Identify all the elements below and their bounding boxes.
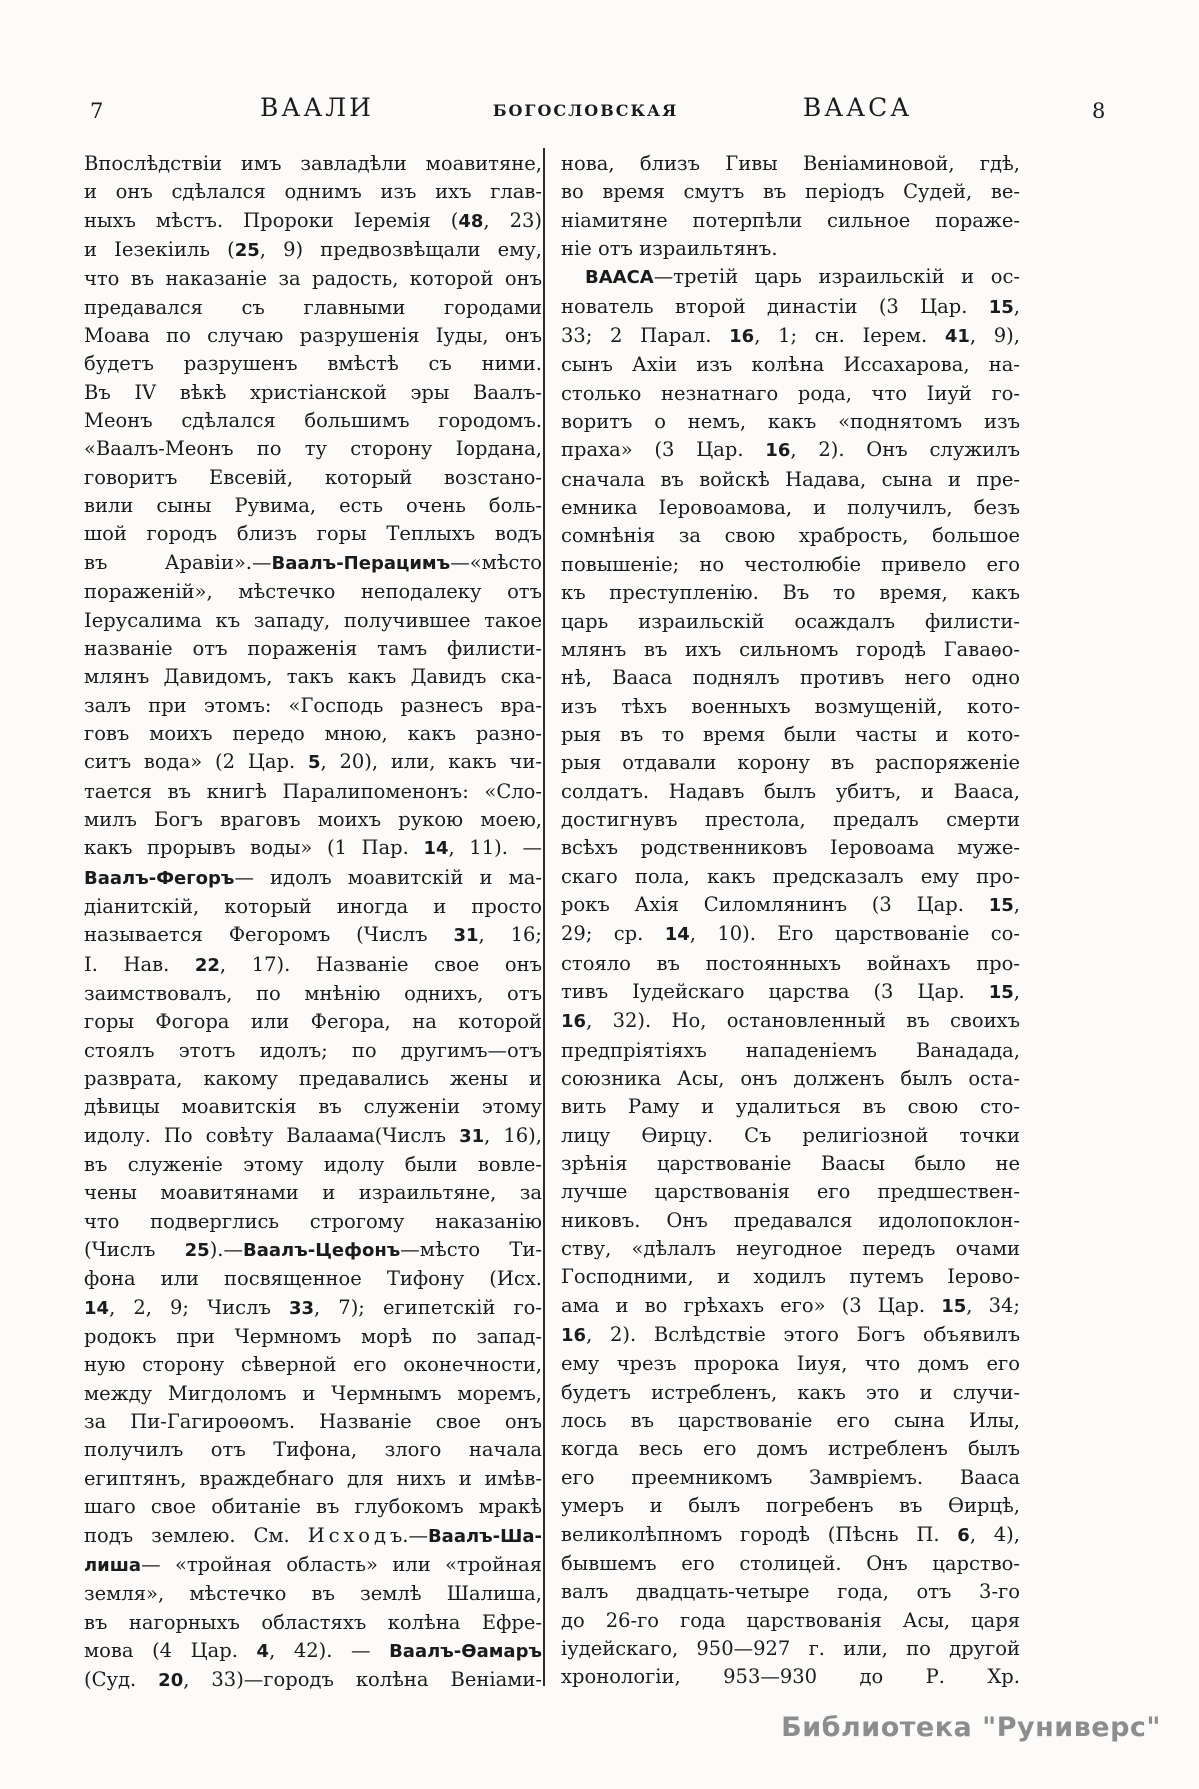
text-line (561, 235, 1020, 263)
text-line (561, 1521, 1020, 1550)
text-segment: «Ваалъ-Меонъ по ту сторону Іордана, (84, 437, 542, 461)
text-line (561, 863, 1020, 891)
text-segment: воритъ о немъ, какъ «поднятомъ изъ (561, 410, 1020, 434)
text-line (84, 1351, 542, 1379)
text-line (84, 350, 542, 378)
text-line (84, 778, 542, 806)
text-segment: къ преступленію. Въ то время, какъ (561, 581, 1020, 605)
text-segment: никовъ. Онъ предавался идолопоклон- (561, 1208, 1020, 1232)
text-line (561, 1550, 1020, 1578)
text-line (561, 1635, 1020, 1663)
text-segment: лицу Ѳирцу. Съ религіозной точки (561, 1123, 1020, 1147)
text-segment: земля», мѣстечко въ землѣ Шалиша, (84, 1582, 542, 1606)
text-line (84, 1580, 542, 1608)
text-segment: —мѣсто Ти- (400, 1238, 542, 1262)
text-line (561, 551, 1020, 579)
text-segment: подъ землею. См. И с х о д ъ.— (84, 1523, 428, 1547)
text-segment: его преемникомъ Замвріемъ. Вааса (561, 1465, 1020, 1489)
text-segment: , (1013, 892, 1020, 916)
text-segment: умеръ и былъ погребенъ въ Ѳирцѣ, (561, 1494, 1020, 1518)
text-segment: ).— (209, 1238, 243, 1262)
bold-text-segment: 15 (941, 1295, 967, 1317)
text-segment: Моава по случаю разрушенія Іуды, онъ (84, 324, 542, 348)
text-segment: называется Фегоромъ (Числъ (84, 923, 454, 947)
text-segment: , 2). Вслѣдствіе этого Богъ объявилъ (586, 1323, 1020, 1347)
text-line (561, 1350, 1020, 1378)
text-segment: , 20), или, какъ чи- (320, 750, 542, 774)
text-line (561, 436, 1020, 465)
text-segment: солдатъ. Надавъ былъ убитъ, и Вааса, (561, 779, 1020, 803)
text-line (561, 1065, 1020, 1093)
text-segment: идолу. По совѣту Валаама(Числъ (84, 1123, 460, 1147)
text-line (561, 721, 1020, 749)
bold-text-segment: 41 (944, 326, 970, 348)
text-segment: стоялъ этотъ идолъ; по другимъ—отъ (84, 1038, 542, 1062)
text-line (84, 864, 542, 893)
text-line (84, 951, 542, 980)
text-segment: діанитскій, который иногда и просто (84, 894, 542, 918)
text-segment: —«мѣсто (450, 550, 542, 574)
bold-text-segment: 16 (765, 440, 791, 462)
text-line (84, 1408, 542, 1436)
bold-text-segment: ВААСА (585, 267, 654, 289)
bold-text-segment: 16 (561, 1325, 587, 1347)
text-segment: валъ двадцать-четыре года, отъ 3-го (561, 1580, 1020, 1604)
text-line (84, 1265, 542, 1293)
text-segment: сынъ Ахіи изъ колѣна Иссахарова, на- (561, 353, 1020, 377)
running-title-center: БОГОСЛОВСКАЯ (492, 101, 679, 120)
text-segment: рыя отдавали корону въ распоряженіе (561, 751, 1020, 775)
text-line (561, 1122, 1020, 1150)
text-segment: Господними, и ходилъ путемъ Іерово- (561, 1265, 1020, 1289)
text-segment: (Числъ (84, 1238, 185, 1262)
right-text-column (561, 150, 1020, 1692)
text-line (84, 1008, 542, 1036)
text-line (84, 1609, 542, 1637)
text-segment: ству, «дѣлалъ неугодное передъ очами (561, 1237, 1020, 1261)
text-segment: іудейскаго, 950—927 г. или, по другой (561, 1636, 1020, 1660)
text-segment: ніе отъ израильтянъ. (561, 237, 778, 261)
text-line (561, 1407, 1020, 1435)
text-line (561, 351, 1020, 379)
text-line (84, 663, 542, 691)
text-segment: , 16), (484, 1123, 542, 1147)
text-segment: ему чрезъ пророка Іиуя, что домъ его (561, 1352, 1020, 1376)
text-segment: родокъ при Чермномъ морѣ по запад- (84, 1325, 542, 1349)
text-segment: тивъ Іудейскаго царства (3 Цар. (561, 979, 989, 1003)
text-line (84, 1236, 542, 1265)
text-line (561, 1037, 1020, 1065)
text-segment: , 23) (483, 208, 542, 232)
text-line (561, 636, 1020, 664)
text-segment: чены моавитянами и израильтяне, за (84, 1181, 542, 1205)
text-line (561, 263, 1020, 292)
page-number-left: 7 (90, 99, 104, 123)
text-line (561, 1435, 1020, 1463)
text-line (561, 1292, 1020, 1321)
text-segment: емника Іеровоамова, и получилъ, безъ (561, 496, 1020, 520)
text-line (561, 778, 1020, 806)
text-segment: что подверглись строгому наказанію (84, 1209, 542, 1233)
bold-text-segment: 22 (194, 954, 220, 976)
text-segment: —третій царь израильскій и ос- (653, 265, 1020, 289)
bold-text-segment: Ваалъ-Ша- (427, 1525, 542, 1547)
text-line (84, 435, 542, 463)
text-line (84, 407, 542, 435)
text-line (561, 1321, 1020, 1350)
text-segment: разврата, какому предавались жены и (84, 1067, 542, 1090)
text-segment: , 1; сн. Іерем. (754, 324, 945, 348)
text-line (561, 950, 1020, 978)
text-line (84, 379, 542, 407)
bold-text-segment: 15 (988, 894, 1014, 916)
text-segment: изъ тѣхъ военныхъ возмущеній, кото- (561, 694, 1020, 718)
text-line (84, 635, 542, 663)
bold-text-segment: 16 (561, 1011, 587, 1033)
text-line (84, 980, 542, 1008)
text-line (84, 692, 542, 720)
bold-text-segment: 31 (459, 1125, 485, 1147)
text-segment: рокъ Ахія Силомлянинъ (3 Цар. (561, 892, 989, 916)
text-segment: и онъ сдѣлался однимъ изъ ихъ глав- (84, 180, 542, 204)
text-segment: нователь второй династіи (3 Цар. (561, 294, 989, 318)
text-segment: предавался съ главными городами (84, 295, 542, 319)
text-segment: пораженій», мѣстечко неподалеку отъ (84, 580, 542, 604)
text-segment: млянъ Давидомъ, такъ какъ Давидъ ска- (84, 665, 542, 689)
text-segment: праха» (3 Цар. (561, 438, 766, 462)
text-segment: лось въ царствованіе его сына Илы, (561, 1409, 1020, 1433)
text-line (84, 607, 542, 635)
text-line (84, 806, 542, 834)
text-segment: за Пи-Гагироѳомъ. Названіе свое онъ (84, 1410, 542, 1434)
text-segment: будетъ истребленъ, какъ это и случи- (561, 1380, 1020, 1404)
text-segment: достигнувъ престола, предалъ смерти (561, 807, 1020, 831)
text-line (84, 1037, 542, 1065)
text-segment: дѣвицы моавитскія въ служеніи этому (84, 1095, 542, 1119)
text-segment: 33; 2 Парал. (561, 324, 730, 348)
text-segment: всѣхъ родственниковъ Іеровоама муже- (561, 836, 1020, 860)
text-line (84, 492, 542, 520)
text-segment: , 32). Но, остановленный въ своихъ (586, 1009, 1020, 1033)
bold-text-segment: 14 (423, 838, 449, 860)
text-line (84, 893, 542, 921)
text-line (84, 1666, 542, 1695)
text-line (84, 1436, 542, 1464)
text-segment: ную сторону сѣверной его оконечности, (84, 1353, 542, 1377)
bold-text-segment: 25 (234, 240, 260, 262)
text-segment: сначала въ войскѣ Надава, сына и пре- (561, 467, 1020, 491)
text-segment: сомнѣнія за свою храбрость, большое (561, 524, 1020, 548)
text-segment: египтянъ, враждебнаго для нихъ и имѣв- (84, 1466, 542, 1490)
text-line (84, 322, 542, 350)
text-line (561, 380, 1020, 408)
bold-text-segment: Ваалъ-Перацимъ (271, 552, 451, 574)
text-line (561, 1093, 1020, 1121)
text-line (84, 1151, 542, 1179)
text-segment: , 33)—городъ колѣна Веніами- (183, 1668, 542, 1692)
text-segment: милъ Богъ враговъ моихъ рукою моею, (84, 807, 542, 831)
bold-text-segment: 15 (988, 296, 1014, 318)
text-segment: хронологіи, 953—930 до Р. Хр. (561, 1665, 1020, 1689)
text-line (561, 322, 1020, 351)
text-segment: нова, близъ Гивы Веніаминовой, гдѣ, (561, 152, 1020, 175)
bold-text-segment: 4 (256, 1640, 270, 1662)
bold-text-segment: 14 (84, 1297, 110, 1319)
text-segment: будетъ разрушенъ вмѣстѣ съ ними. (84, 352, 542, 376)
text-segment: въ нагорныхъ областяхъ колѣна Ефре- (84, 1610, 542, 1634)
text-segment: І. Нав. (84, 952, 195, 976)
library-watermark: Библиотека "Руниверс" (781, 1712, 1161, 1743)
text-segment: во время смутъ въ періодъ Судей, ве- (561, 180, 1020, 204)
text-segment: союзника Асы, онъ долженъ былъ оста- (561, 1067, 1020, 1090)
text-line (84, 834, 542, 863)
text-segment: , 10). Его царствованіе со- (689, 922, 1020, 946)
text-segment: до 26-го года царствованія Асы, царя (561, 1608, 1020, 1632)
text-segment: 29; ср. (561, 922, 665, 946)
bold-text-segment: 5 (307, 752, 321, 774)
text-segment: лучше царствованія его предшествен- (561, 1180, 1020, 1204)
text-segment: столько незнатнаго рода, что Іиуй го- (561, 381, 1020, 405)
text-segment: залъ при этомъ: «Господь разнесъ вра- (84, 693, 542, 717)
text-segment: ама и во грѣхахъ его» (3 Цар. (561, 1293, 942, 1317)
text-segment: , 16; (478, 923, 542, 947)
text-line (561, 579, 1020, 607)
text-line (561, 1150, 1020, 1178)
bold-text-segment: лиша (84, 1554, 142, 1576)
text-line (84, 1465, 542, 1493)
text-segment: нѣ, Вааса поднялъ противъ него одно (561, 666, 1020, 690)
text-line (561, 834, 1020, 862)
text-line (561, 1178, 1020, 1206)
text-segment: ныхъ мѣстъ. Пророки Іеремія ( (84, 208, 459, 232)
text-segment: названіе отъ пораженія тамъ филисти- (84, 636, 542, 660)
text-line (561, 1263, 1020, 1291)
text-line (561, 1207, 1020, 1235)
text-line (561, 891, 1020, 920)
text-line (84, 1294, 542, 1323)
text-segment: ніамитяне потерпѣли сильное пораже- (561, 208, 1020, 232)
text-segment: рыя въ то время были часты и кото- (561, 722, 1020, 746)
text-line (561, 664, 1020, 692)
running-title-left: ВААЛИ (260, 93, 374, 122)
text-line (84, 1208, 542, 1236)
text-segment: зрѣнія царствованіе Ваасы было не (561, 1152, 1020, 1176)
text-line (84, 549, 542, 578)
text-line (561, 207, 1020, 235)
text-line (561, 494, 1020, 522)
text-line (84, 1637, 542, 1666)
text-segment: говоритъ Евсевій, который возстано- (84, 465, 542, 489)
text-segment: , 2). Онъ служилъ (790, 438, 1020, 462)
text-line (561, 522, 1020, 550)
text-line (84, 720, 542, 748)
text-line (84, 578, 542, 606)
text-segment: , 42). — (269, 1638, 390, 1662)
text-line (84, 748, 542, 777)
text-line (561, 408, 1020, 436)
bold-text-segment: 31 (453, 925, 479, 947)
text-line (561, 178, 1020, 206)
text-segment: что въ наказаніе за радость, которой онъ (84, 267, 542, 291)
bold-text-segment: Ваалъ-Ѳамаръ (389, 1640, 542, 1662)
text-segment: скаго пола, какъ предсказалъ ему про- (561, 864, 1020, 888)
text-segment: вить Раму и удалиться въ свою сто- (561, 1095, 1020, 1119)
text-segment: предпріятіяхъ нападеніемъ Ванадада, (561, 1038, 1020, 1062)
text-line (561, 1492, 1020, 1520)
text-line (84, 464, 542, 492)
text-line (84, 1122, 542, 1151)
text-line (561, 806, 1020, 834)
text-line (84, 265, 542, 293)
text-segment: , 11). — (448, 836, 543, 860)
text-segment: между Мигдоломъ и Чермнымъ моремъ, (84, 1381, 542, 1405)
bold-text-segment: 20 (158, 1670, 184, 1692)
text-line (561, 293, 1020, 322)
page-number-right: 8 (1092, 99, 1106, 123)
text-line (561, 1464, 1020, 1492)
text-segment: когда весь его домъ истребленъ былъ (561, 1437, 1020, 1461)
text-segment: — «тройная область» или «тройная (141, 1552, 542, 1576)
bold-text-segment: Ваалъ-Фегоръ (84, 867, 235, 889)
text-line (561, 466, 1020, 494)
text-line (84, 236, 542, 265)
text-line (561, 608, 1020, 636)
bold-text-segment: 6 (957, 1524, 970, 1546)
text-line (561, 150, 1020, 178)
text-segment: получилъ отъ Тифона, злого начала (84, 1438, 542, 1462)
text-line (84, 294, 542, 322)
text-line (84, 1380, 542, 1408)
text-line (561, 1663, 1020, 1691)
text-segment: фона или посвященное Тифону (Исх. (84, 1267, 542, 1291)
bold-text-segment: 16 (729, 326, 755, 348)
text-segment: шой городъ близъ горы Теплыхъ водъ (84, 522, 542, 546)
text-segment: ситъ вода» (2 Цар. (84, 750, 308, 774)
text-segment: Впослѣдствіи имъ завладѣли моавитяне, (84, 152, 542, 175)
left-text-column (84, 150, 542, 1696)
text-segment: бывшемъ его столицей. Онъ царство- (561, 1551, 1020, 1575)
text-segment: въ Аравіи».— (84, 550, 272, 574)
text-segment: заимствовалъ, по мнѣнію однихъ, отъ (84, 981, 542, 1005)
text-segment: вили сыны Рувима, есть очень боль- (84, 494, 542, 518)
text-segment: говъ моихъ передо мною, какъ разно- (84, 721, 542, 745)
text-segment: стояло въ постоянныхъ войнахъ про- (561, 951, 1020, 975)
text-line (84, 1551, 542, 1580)
text-line (84, 1493, 542, 1521)
text-line (561, 749, 1020, 777)
bold-text-segment: 15 (988, 981, 1014, 1003)
text-segment: Іерусалима къ западу, получившее такое (84, 608, 542, 632)
text-segment: , 7); египетскій го- (314, 1295, 543, 1319)
running-title-right: ВААСА (802, 93, 913, 122)
text-segment: Меонъ сдѣлался большимъ городомъ. (84, 409, 542, 433)
text-segment: и Іезекіиль ( (84, 238, 235, 262)
text-segment: царь израильскій осаждалъ филисти- (561, 609, 1020, 633)
text-line (561, 1235, 1020, 1263)
bold-text-segment: 14 (664, 924, 690, 946)
text-line (561, 1578, 1020, 1606)
text-segment: шаго свое обитаніе въ глубокомъ мракѣ (84, 1495, 542, 1519)
text-segment: , (1013, 294, 1020, 318)
text-segment: млянъ въ ихъ сильномъ городѣ Гаваѳо- (561, 637, 1020, 661)
text-segment: въ служеніе этому идолу были вовле- (84, 1153, 542, 1177)
text-line (84, 921, 542, 950)
bold-text-segment: 25 (184, 1240, 210, 1262)
text-line (84, 150, 542, 178)
text-line (84, 1323, 542, 1351)
bold-text-segment: 48 (458, 210, 484, 232)
text-segment: тается въ книгѣ Паралипоменонъ: «Сло- (84, 779, 542, 803)
text-segment: мова (4 Цар. (84, 1638, 257, 1662)
text-segment: горы Фогора или Фегора, на которой (84, 1010, 542, 1034)
text-segment: какъ прорывъ воды» (1 Пар. (84, 836, 424, 860)
text-line (84, 178, 542, 206)
text-line (84, 1065, 542, 1093)
text-line (84, 520, 542, 548)
bold-text-segment: Ваалъ-Цефонъ (243, 1240, 401, 1262)
text-segment: , 34; (966, 1293, 1021, 1317)
text-segment: , 2, 9; Числъ (109, 1295, 289, 1319)
text-segment: , 4), (969, 1522, 1020, 1546)
column-divider-rule (543, 148, 545, 1686)
text-segment: Въ IV вѣкѣ христіанской эры Ваалъ- (84, 380, 542, 404)
text-segment: повышеніе; но честолюбіе привело его (561, 552, 1020, 576)
text-segment: великолѣпномъ городѣ (Пѣснь П. (561, 1522, 958, 1546)
text-line (84, 207, 542, 236)
text-line (561, 920, 1020, 949)
text-segment: , 9) предвозвѣщали ему, (259, 238, 542, 262)
text-line (561, 1379, 1020, 1407)
text-line (84, 1093, 542, 1121)
text-line (561, 978, 1020, 1007)
text-segment: , (1013, 979, 1020, 1003)
text-segment: , 9), (969, 324, 1020, 348)
text-line (84, 1522, 542, 1551)
text-segment: , 17). Названіе свое онъ (219, 952, 542, 976)
text-line (84, 1179, 542, 1207)
text-line (561, 1607, 1020, 1635)
text-line (561, 1007, 1020, 1036)
bold-text-segment: 33 (288, 1297, 315, 1319)
text-segment: — идолъ моавитскій и ма- (234, 865, 542, 889)
text-segment: (Суд. (84, 1668, 159, 1692)
text-line (561, 693, 1020, 721)
